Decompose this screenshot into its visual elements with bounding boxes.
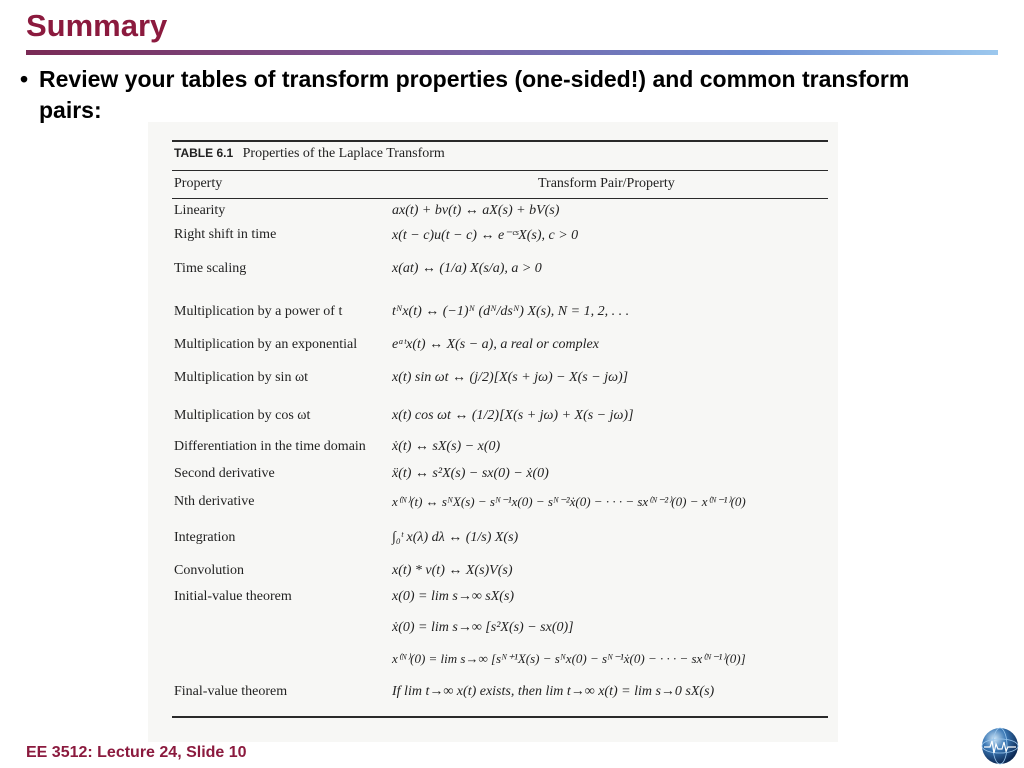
- globe-logo-icon: [980, 726, 1020, 766]
- table-number: TABLE 6.1: [174, 146, 234, 160]
- property-label: Time scaling: [174, 261, 247, 276]
- bullet-text: Review your tables of transform properties (one-sided!) and common transform pairs:: [39, 66, 910, 123]
- transform-formula: x⁽ᴺ⁾(0) = lim s→∞ [sᴺ⁺¹X(s) − sᴺx(0) − sᴺ⁻¹ẋ(0) − · · · − sx⁽ᴺ⁻¹⁾(0)]: [392, 651, 746, 666]
- property-label: Multiplication by cos ωt: [174, 408, 311, 423]
- transform-formula: x(t) * v(t) ↔ X(s)V(s): [392, 563, 513, 578]
- column-header-transform-pair: Transform Pair/Property: [538, 176, 675, 191]
- transform-formula: x(0) = lim s→∞ sX(s): [392, 589, 515, 604]
- transform-formula: x⁽ᴺ⁾(t) ↔ sᴺX(s) − sᴺ⁻¹x(0) − sᴺ⁻²ẋ(0) − · · · − sx⁽ᴺ⁻²⁾(0) − x⁽ᴺ⁻¹⁾(0): [392, 494, 746, 509]
- property-label: Right shift in time: [174, 227, 277, 242]
- transform-formula: tᴺx(t) ↔ (−1)ᴺ (dᴺ/dsᴺ) X(s), N = 1, 2, . . .: [392, 304, 630, 319]
- table-header-rule: [172, 170, 828, 171]
- property-label: Initial-value theorem: [174, 589, 292, 604]
- property-label: Convolution: [174, 563, 245, 578]
- table-body-rule: [172, 198, 828, 199]
- transform-formula: ẋ(0) = lim s→∞ [s²X(s) − sx(0)]: [392, 620, 574, 635]
- bullet-item: [20, 64, 920, 126]
- table-caption: [174, 146, 445, 162]
- property-label: Multiplication by a power of t: [174, 304, 343, 319]
- transform-formula: x(t) sin ωt ↔ (j/2)[X(s + jω) − X(s − jω)]: [392, 370, 629, 385]
- column-header-property: Property: [174, 176, 223, 191]
- property-label: Differentiation in the time domain: [174, 439, 366, 454]
- table-bottom-rule: [172, 716, 828, 718]
- transform-formula: ẍ(t) ↔ s²X(s) − sx(0) − ẋ(0): [392, 466, 549, 481]
- property-label: Multiplication by an exponential: [174, 337, 358, 352]
- property-label: Nth derivative: [174, 494, 255, 509]
- transform-formula: ẋ(t) ↔ sX(s) − x(0): [392, 439, 501, 454]
- slide-footer: EE 3512: Lecture 24, Slide 10: [26, 744, 247, 761]
- property-label: Multiplication by sin ωt: [174, 370, 309, 385]
- table-top-rule: [172, 140, 828, 142]
- transform-formula: eᵃᵗx(t) ↔ X(s − a), a real or complex: [392, 337, 599, 352]
- title-underline: [26, 50, 998, 55]
- transform-formula: x(at) ↔ (1/a) X(s/a), a > 0: [392, 261, 542, 276]
- property-label: Second derivative: [174, 466, 275, 481]
- property-label: Final-value theorem: [174, 684, 288, 699]
- bullet-dot-icon: •: [20, 66, 29, 92]
- transform-formula: ax(t) + bv(t) ↔ aX(s) + bV(s): [392, 203, 560, 218]
- table-caption-text: Properties of the Laplace Transform: [242, 146, 445, 161]
- transform-formula: x(t − c)u(t − c) ↔ e⁻ᶜˢX(s), c > 0: [392, 228, 579, 243]
- slide-title: Summary: [26, 8, 168, 43]
- property-label: Integration: [174, 530, 236, 545]
- transform-formula: ∫₀ᵗ x(λ) dλ ↔ (1/s) X(s): [392, 530, 519, 545]
- transform-formula: x(t) cos ωt ↔ (1/2)[X(s + jω) + X(s − jω)]: [392, 408, 634, 423]
- transform-formula: If lim t→∞ x(t) exists, then lim t→∞ x(t) = lim s→0 sX(s): [392, 684, 715, 699]
- property-label: Linearity: [174, 203, 226, 218]
